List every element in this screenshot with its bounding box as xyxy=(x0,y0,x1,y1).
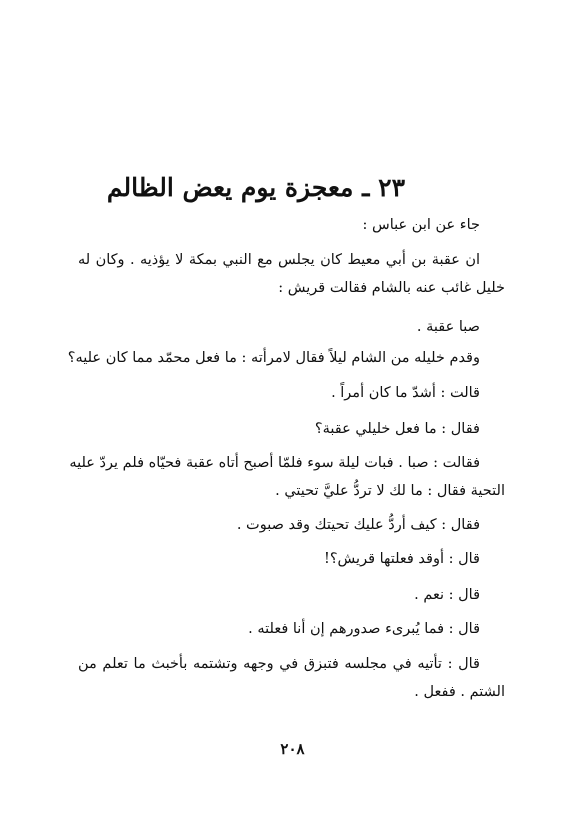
text-line-11: قال : أوقد فعلتها قريش؟! xyxy=(324,551,480,567)
text-line-6: قالت : أشدّ ما كان أمراً . xyxy=(331,385,480,401)
text-line-10: فقال : كيف أردُّ عليك تحيتك وقد صبوت . xyxy=(236,517,480,533)
page-number: ٢٠٨ xyxy=(280,740,305,758)
text-line-1: جاء عن ابن عباس : xyxy=(362,217,480,233)
text-line-15: الشتم . ففعل . xyxy=(414,684,505,700)
text-line-9: التحية فقال : ما لك لا تردُّ عليَّ تحيتي . xyxy=(275,483,505,499)
text-line-12: قال : نعم . xyxy=(414,587,480,603)
chapter-title: ٢٣ ـ معجزة يوم يعض الظالم xyxy=(106,173,405,202)
text-line-5: وقدم خليله من الشام ليلاً فقال لامرأته : ما فعل محمّد مما كان عليه؟ xyxy=(67,350,480,366)
text-line-8: فقالت : صبا . فبات ليلة سوء فلمّا أصبح أتاه عقبة فحيّاه فلم يردّ عليه xyxy=(69,455,480,471)
text-line-14: قال : تأتيه في مجلسه فتبزق في وجهه وتشتمه بأخبث ما تعلم من xyxy=(78,656,480,672)
text-line-13: قال : فما يُبرىء صدورهم إن أنا فعلته . xyxy=(248,621,480,637)
text-line-7: فقال : ما فعل خليلي عقبة؟ xyxy=(314,421,480,437)
text-line-3: خليل غائب عنه بالشام فقالت قريش : xyxy=(278,280,505,296)
text-line-4: صبا عقبة . xyxy=(416,319,480,335)
text-line-2: ان عقبة بن أبي معيط كان يجلس مع النبي بمكة لا يؤذيه . وكان له xyxy=(78,252,480,268)
